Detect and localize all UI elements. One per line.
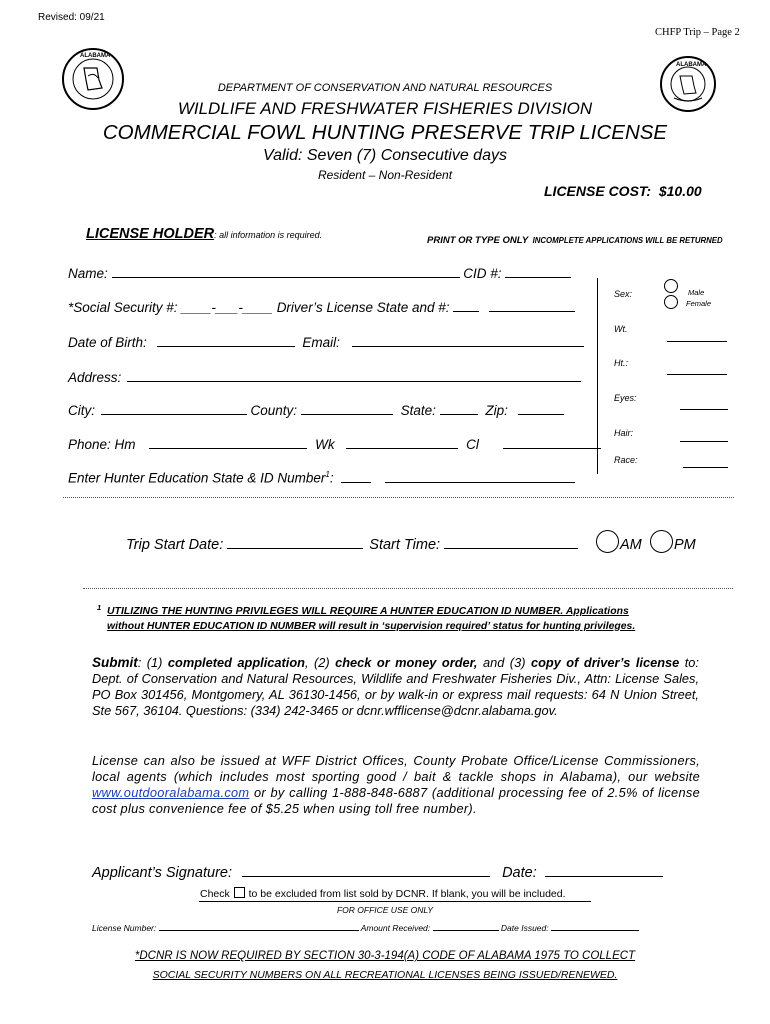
footnote-line-1: UTILIZING THE HUNTING PRIVILEGES WILL REQUIRE A HUNTER EDUCATION ID NUMBER. Applications [107,606,629,617]
race-field[interactable] [683,467,728,468]
pm-label: PM [674,537,696,553]
footnote-line-2: without HUNTER EDUCATION ID NUMBER will result in ‘supervision required’ status for hunting privileges. [107,621,636,632]
page-label: CHFP Trip – Page 2 [655,27,740,38]
left-seal-text: ALABAMA [80,53,111,59]
male-radio[interactable] [664,279,678,293]
dob-row: Date of Birth: Email: [68,335,584,350]
office-use-heading: FOR OFFICE USE ONLY [336,905,434,915]
footnote-marker: 1 [97,603,102,612]
zip-field[interactable] [518,413,564,415]
license-cost: LICENSE COST: $10.00 [544,183,702,199]
name-field[interactable] [112,276,460,278]
print-note: PRINT OR TYPE ONLY INCOMPLETE APPLICATIONS WILL BE RETURNED [427,235,723,246]
license-number-field[interactable] [159,929,359,931]
weight-label: Wt. [614,324,628,334]
department-name: DEPARTMENT OF CONSERVATION AND NATURAL RESOURCES [217,82,553,94]
revised-date: Revised: 09/21 [38,12,105,23]
address-field[interactable] [127,380,581,382]
signature-row: Applicant’s Signature: Date: [92,865,663,881]
state-field[interactable] [440,413,478,415]
name-row: Name: CID #: [68,266,571,281]
validity: Valid: Seven (7) Consecutive days [263,147,507,164]
ssn-notice-line-1: *DCNR IS NOW REQUIRED BY SECTION 30-3-194(A) CODE OF ALABAMA 1975 TO COLLECT [134,950,636,962]
male-label: Male [688,288,705,297]
trip-start-row: Trip Start Date: Start Time: [126,537,578,553]
exclusion-rule [199,901,591,902]
physical-description-divider [597,278,598,474]
dl-state-field[interactable] [453,310,479,312]
exclude-list-checkbox[interactable] [234,887,245,898]
right-seal-text: ALABAMA [676,62,707,68]
eyes-label: Eyes: [614,393,637,403]
height-label: Ht.: [614,358,629,368]
phone-cell-field[interactable] [503,447,601,449]
amount-received-field[interactable] [433,929,499,931]
phone-work-field[interactable] [346,447,458,449]
dl-number-field[interactable] [489,310,575,312]
female-radio[interactable] [664,295,678,309]
cid-field[interactable] [505,276,571,278]
sex-label: Sex: [614,289,633,299]
female-label: Female [686,299,712,308]
pm-radio[interactable] [650,530,673,553]
weight-field[interactable] [667,341,727,342]
outdooralabama-link[interactable]: www.outdooralabama.com [92,785,250,800]
section-divider-2 [83,588,733,589]
city-row: City: County: State: Zip: [68,403,564,418]
residency: Resident – Non-Resident [317,168,453,182]
hunter-ed-state-field[interactable] [341,481,371,483]
applicant-signature-field[interactable] [242,875,490,877]
race-label: Race: [614,455,638,465]
dob-field[interactable] [157,345,295,347]
license-issuing-info: License can also be issued at WFF District Offices, County Probate Office/License Commissioners, local agents (which includes most sporting good / bait & tackle shops in Alabama), our website www.outdooralabama.com or by calling 1-888-848-6887 (additional processing fee of 2.5% of license cost plus convenience fee of $5.25 when using toll free number). [92,753,700,816]
exclusion-row: Check to be excluded from list sold by DCNR. If blank, you will be included. [200,888,566,900]
ssn-field[interactable]: ____-___-____ [181,300,273,315]
license-holder-heading: LICENSE HOLDER: all information is required. [86,226,323,242]
hair-field[interactable] [680,441,728,442]
height-field[interactable] [667,374,727,375]
signature-date-field[interactable] [545,875,663,877]
office-use-row: License Number: Amount Received: Date Issued: [92,923,639,933]
form-title: COMMERCIAL FOWL HUNTING PRESERVE TRIP LICENSE [102,121,668,144]
address-row: Address: [68,370,581,385]
division-name: WILDLIFE AND FRESHWATER FISHERIES DIVISION [177,99,593,118]
email-field[interactable] [352,345,584,347]
eyes-field[interactable] [680,409,728,410]
am-radio[interactable] [596,530,619,553]
county-field[interactable] [301,413,393,415]
hunter-ed-row: Enter Hunter Education State & ID Number$^1$: [68,470,575,486]
section-divider-1 [63,497,734,498]
hunter-ed-id-field[interactable] [385,481,575,483]
am-label: AM [620,537,642,553]
submit-instructions: Submit: (1) completed application, (2) check or money order, and (3) copy of driver’s license to: Dept. of Conservation and Natural Resources, Wildlife and Freshwater Fisheries Div., Attn: License Sales, PO Box 301456, Montgomery, AL 36130-1456, or by walk-in or express mail requests: 64 N Union Street, Ste 567, 36104. Questions: (334) 242-3465 or dcnr.wfflicense@dcnr.alabama.gov. [92,655,699,718]
date-issued-field[interactable] [551,929,639,931]
trip-start-time-field[interactable] [444,547,578,549]
ssn-notice-line-2: SOCIAL SECURITY NUMBERS ON ALL RECREATIONAL LICENSES BEING ISSUED/RENEWED. [152,969,618,981]
hair-label: Hair: [614,428,634,438]
trip-start-date-field[interactable] [227,547,363,549]
phone-row: Phone: Hm Wk Cl [68,437,601,452]
city-field[interactable] [101,413,247,415]
ssn-row: *Social Security #: ____-___-____ Driver’s License State and #: [68,300,575,315]
phone-home-field[interactable] [149,447,307,449]
